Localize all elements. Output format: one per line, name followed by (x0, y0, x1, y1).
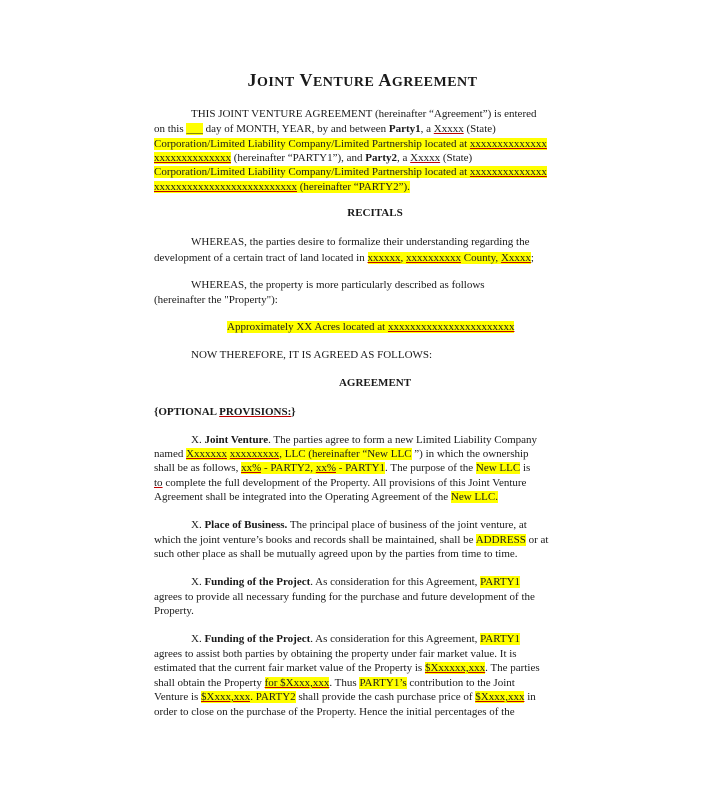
fund2-line-4: shall obtain the Property for $Xxxx,xxx. Thus PARTY1’s contribution to the Joint (154, 677, 515, 689)
pob-line-2: which the joint venture’s books and records shall be maintained, shall be ADDRESS or at (154, 534, 549, 546)
intro-line-4: xxxxxxxxxxxxxx (hereinafter “PARTY1”), and Party2, a Xxxxx (State) (154, 152, 473, 164)
whereas1-line-1: WHEREAS, the parties desire to formalize their understanding regarding the (191, 236, 530, 248)
optional-provisions: {OPTIONAL PROVISIONS:} (154, 406, 296, 418)
intro-line-1: THIS JOINT VENTURE AGREEMENT (hereinafter “Agreement”) is entered (191, 108, 537, 120)
fund2-line-1: X. Funding of the Project. As consideration for this Agreement, PARTY1 (191, 633, 521, 645)
whereas2-line-1: WHEREAS, the property is more particularly described as follows (191, 279, 485, 291)
fund2-line-6: order to close on the purchase of the Property. Hence the initial percentages of the (154, 706, 515, 718)
now-therefore: NOW THEREFORE, IT IS AGREED AS FOLLOWS: (191, 349, 433, 361)
fund1-line-3: Property. (154, 605, 194, 617)
agreement-heading: AGREEMENT (338, 377, 412, 389)
fund2-line-2: agrees to assist both parties by obtaining the property under fair market value. It is (154, 648, 517, 660)
intro-line-2: on this ___ day of MONTH, YEAR, by and between Party1, a Xxxxx (State) (154, 123, 496, 135)
property-description: Approximately XX Acres located at xxxxxxxxxxxxxxxxxxxxxxx (227, 321, 515, 333)
jv-line-5: Agreement shall be integrated into the Operating Agreement of the New LLC. (154, 491, 498, 503)
pob-line-1: X. Place of Business. The principal place of business of the joint venture, at (191, 519, 527, 531)
intro-line-6: xxxxxxxxxxxxxxxxxxxxxxxxxx (hereinafter “PARTY2”). (154, 181, 410, 193)
fund1-line-1: X. Funding of the Project. As consideration for this Agreement, PARTY1 (191, 576, 521, 588)
document-title: JOINT VENTURE AGREEMENT (247, 70, 478, 90)
fund2-line-3: estimated that the current fair market value of the Property is $Xxxxxx,xxx. The parties (154, 662, 540, 674)
whereas2-line-2: (hereinafter the "Property"): (154, 294, 278, 306)
intro-line-3: Corporation/Limited Liability Company/Limited Partnership located at xxxxxxxxxxxxxx (154, 138, 547, 150)
recitals-heading: RECITALS (347, 207, 403, 219)
jv-line-3: shall be as follows, xx% - PARTY2, xx% - PARTY1. The purpose of the New LLC is (154, 462, 531, 474)
pob-line-3: such other place as shall be mutually agreed upon by the parties from time to time. (154, 548, 518, 560)
fund1-line-2: agrees to provide all necessary funding for the purchase and future development of the (154, 591, 535, 603)
jv-line-1: X. Joint Venture. The parties agree to form a new Limited Liability Company (191, 434, 538, 446)
intro-line-5: Corporation/Limited Liability Company/Limited Partnership located at xxxxxxxxxxxxxx (154, 166, 547, 178)
jv-line-4: to complete the full development of the Property. All provisions of this Joint Venture (154, 477, 527, 489)
jv-line-2: named Xxxxxxx xxxxxxxxx, LLC (hereinafter “New LLC ”) in which the ownership (154, 448, 529, 460)
fund2-line-5: Venture is $Xxxx,xxx. PARTY2 shall provide the cash purchase price of $Xxxx,xxx in (154, 691, 536, 703)
whereas1-line-2: development of a certain tract of land located in xxxxxx, xxxxxxxxxx County, Xxxxx; (154, 252, 534, 264)
